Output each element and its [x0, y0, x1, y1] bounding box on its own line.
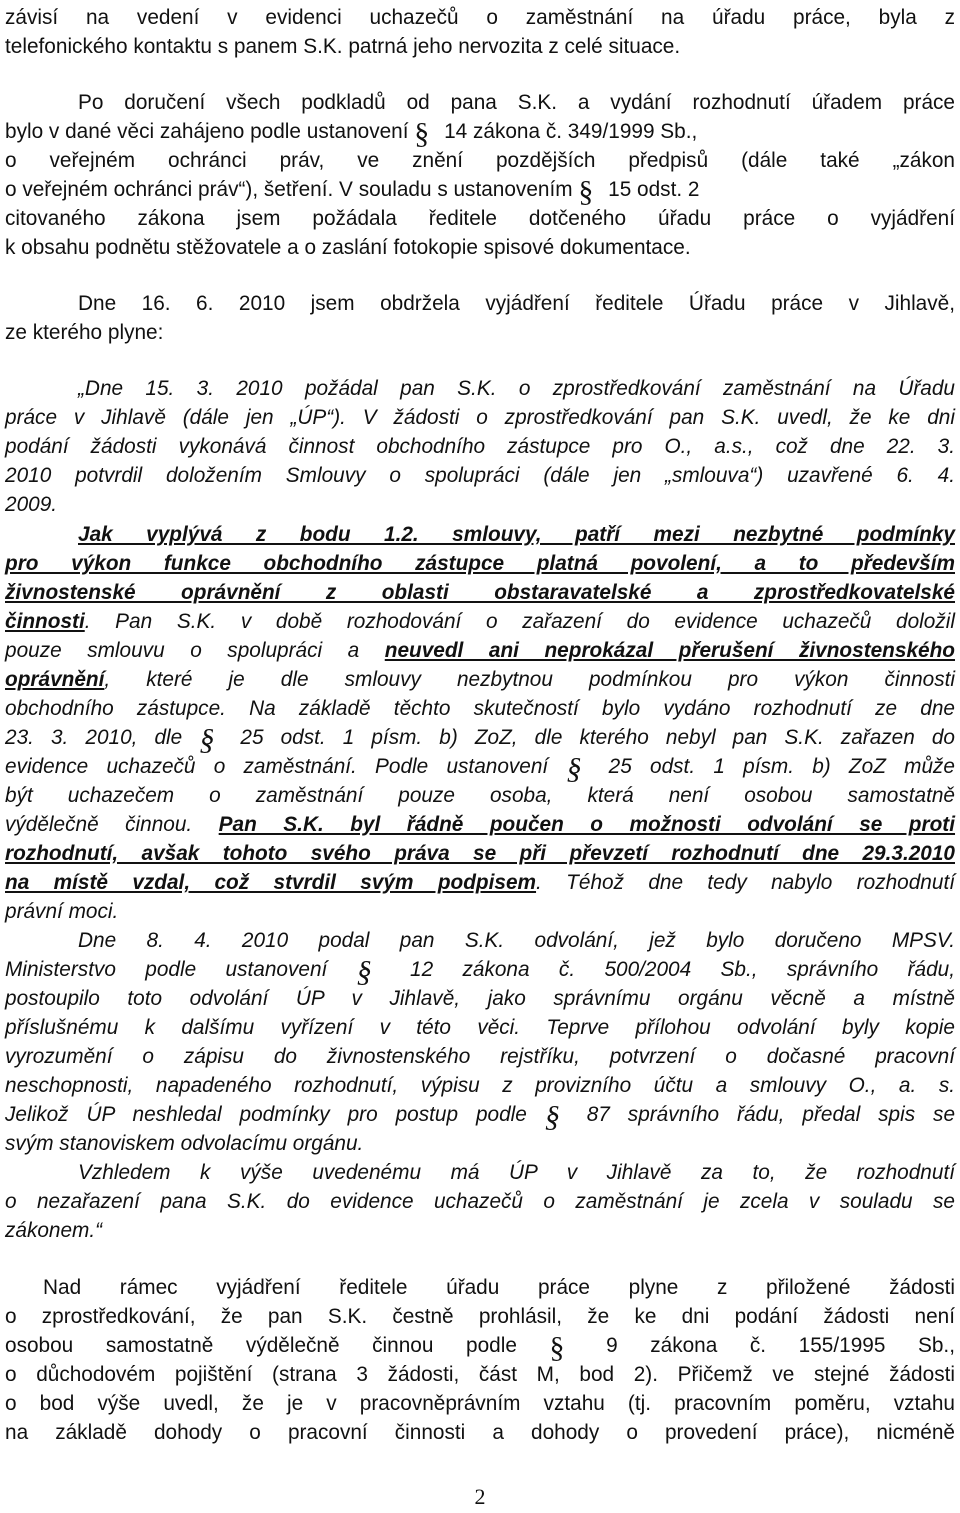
text-segment: práce v Jihlavě (dále jen „ÚP“). V žádosti o zprostředkování pan S.K. uvedl, že ke dni	[5, 406, 955, 429]
text-segment: zákonem.“	[5, 1219, 103, 1242]
text-segment: 9 zákona č. 155/1995 Sb.,	[573, 1334, 955, 1357]
text-segment: postoupilo toto odvolání ÚP v Jihlavě, jako správnímu orgánu věcně a místně	[5, 987, 955, 1010]
text-line	[5, 752, 955, 785]
text-segment: 2009.	[5, 493, 58, 516]
text-line	[5, 204, 955, 233]
text-segment: 87 správního řádu, předal spis se	[568, 1103, 956, 1126]
text-segment: , které je dle smlouvy nezbytnou podmínkou pro výkon činnosti	[104, 668, 955, 691]
text-segment: svým stanoviskem odvolacímu orgánu.	[5, 1132, 364, 1155]
text-segment: být uchazečem o zaměstnání pouze osoba, která není osobou samostatně	[5, 784, 955, 807]
text-segment: Po doručení všech podkladů od pana S.K. a vydání rozhodnutí úřadem práce	[78, 91, 955, 114]
section-sign: §	[414, 117, 430, 150]
text-segment: 23. 3. 2010, dle	[5, 726, 200, 749]
text-line	[5, 636, 955, 665]
text-line	[5, 1331, 955, 1364]
text-segment: 25 odst. 1 písm. b) ZoZ, dle kterého nebyl pan S.K. zařazen do	[223, 726, 955, 749]
text-line	[5, 1013, 955, 1042]
text-line	[5, 955, 955, 988]
text-line	[5, 490, 955, 519]
text-line	[5, 1129, 955, 1158]
text-segment: oprávnění	[5, 668, 105, 691]
text-segment: ze kterého plyne:	[5, 321, 164, 344]
text-segment: 12 zákona č. 500/2004 Sb., správního řádu,	[380, 958, 955, 981]
text-line	[78, 1158, 955, 1187]
text-line	[78, 520, 955, 549]
text-line	[5, 665, 955, 694]
text-line	[5, 984, 955, 1013]
section-sign: §	[549, 1331, 565, 1364]
text-line	[5, 117, 955, 150]
text-line	[5, 146, 955, 175]
text-segment: Dne 16. 6. 2010 jsem obdržela vyjádření ředitele Úřadu práce v Jihlavě,	[78, 292, 955, 315]
text-segment: na místě vzdal, což stvrdil svým podpisem	[5, 871, 537, 894]
text-line	[5, 897, 955, 926]
text-segment: pro výkon funkce obchodního zástupce platná povolení, a to především	[5, 552, 955, 575]
text-segment: . Pan S.K. v době rozhodování o zařazení do evidence uchazečů doložil	[84, 610, 955, 633]
text-line	[5, 1187, 955, 1216]
text-line	[5, 403, 955, 432]
text-line	[43, 1273, 955, 1302]
text-line	[5, 1216, 955, 1245]
text-segment: pouze smlouvu o spolupráci a	[5, 639, 385, 662]
text-line	[5, 1071, 955, 1100]
text-segment: Dne 8. 4. 2010 podal pan S.K. odvolání, jež bylo doručeno MPSV.	[78, 929, 955, 952]
text-segment: rozhodnutí, avšak tohoto svého práva se při převzetí rozhodnutí dne 29.3.2010	[5, 842, 955, 865]
text-segment: o bod výše uvedl, že je v pracovněprávním vztahu (tj. pracovním poměru, vztahu	[5, 1392, 955, 1415]
text-line	[78, 289, 955, 318]
text-line	[5, 1418, 955, 1447]
text-line	[5, 1302, 955, 1331]
text-segment: právní moci.	[5, 900, 119, 923]
text-line	[5, 1042, 955, 1071]
text-line	[5, 723, 955, 756]
text-line	[5, 839, 955, 868]
text-line	[5, 1100, 956, 1133]
section-sign: §	[566, 752, 582, 785]
text-segment: o důchodovém pojištění (strana 3 žádosti, část M, bod 2). Přičemž ve stejné žádosti	[5, 1363, 955, 1386]
text-segment: Jelikož ÚP neshledal podmínky pro postup podle	[5, 1103, 545, 1126]
text-line	[5, 432, 955, 461]
text-segment: vyrozumění o zápisu do živnostenského rejstříku, potvrzení o dočasné pracovní	[5, 1045, 955, 1068]
text-line	[5, 318, 955, 347]
text-line	[5, 32, 955, 61]
text-segment: Pan S.K. byl řádně poučen o možnosti odvolání se proti	[218, 813, 956, 836]
text-line	[5, 549, 955, 578]
text-segment: Jak vyplývá z bodu 1.2. smlouvy, patří mezi nezbytné podmínky	[78, 523, 955, 546]
text-line	[5, 810, 955, 839]
text-segment: o nezařazení pana S.K. do evidence uchazečů o zaměstnání je zcela v souladu se	[5, 1190, 955, 1213]
text-segment: Vzhledem k výše uvedenému má ÚP v Jihlavě za to, že rozhodnutí	[78, 1161, 955, 1184]
text-segment: obchodního zástupce. Na základě těchto skutečností bylo vydáno rozhodnutí ze dne	[5, 697, 955, 720]
text-segment: . Téhož dne tedy nabylo rozhodnutí	[536, 871, 955, 894]
text-segment: živnostenské oprávnění z oblasti obstaravatelské a zprostředkovatelské	[5, 581, 955, 604]
text-segment: Nad rámec vyjádření ředitele úřadu práce plyne z přiložené žádosti	[43, 1276, 955, 1299]
text-segment: činnosti	[5, 610, 85, 633]
section-sign: §	[356, 955, 372, 988]
text-segment: k obsahu podnětu stěžovatele a o zaslání fotokopie spisové dokumentace.	[5, 236, 691, 259]
text-segment: Ministerstvo podle ustanovení	[5, 958, 357, 981]
section-sign: §	[199, 723, 215, 756]
text-line	[5, 781, 955, 810]
text-line	[78, 88, 955, 117]
text-line	[5, 1360, 955, 1389]
text-segment: neschopnosti, napadeného rozhodnutí, výpisu z provizního účtu a smlouvy O., a. s.	[5, 1074, 955, 1097]
text-line	[5, 461, 955, 490]
page-number: 2	[474, 1484, 486, 1509]
text-line	[5, 578, 955, 607]
text-segment: výdělečně činnou.	[5, 813, 219, 836]
text-line	[5, 175, 955, 208]
text-segment: neuvedl ani neprokázal přerušení živnostenského	[384, 639, 955, 662]
text-line	[5, 233, 955, 262]
text-segment: osobou samostatně výdělečně činnou podle	[5, 1334, 550, 1357]
text-segment: podání žádosti vykonává činnost obchodního zástupce pro O., a.s., což dne 22. 3.	[5, 435, 955, 458]
text-segment: o zprostředkování, že pan S.K. čestně prohlásil, že ke dni podání žádosti není	[5, 1305, 955, 1328]
text-segment: závisí na vedení v evidenci uchazečů o zaměstnání na úřadu práce, byla z	[5, 6, 955, 29]
text-segment: o veřejném ochránci práv“), šetření. V souladu s ustanovením	[5, 178, 579, 201]
text-line	[5, 1389, 955, 1418]
text-segment: „Dne 15. 3. 2010 požádal pan S.K. o zprostředkování zaměstnání na Úřadu	[78, 377, 955, 400]
text-segment: 25 odst. 1 písm. b) ZoZ může	[590, 755, 955, 778]
section-sign: §	[544, 1100, 560, 1133]
text-segment: 14 zákona č. 349/1999 Sb.,	[438, 120, 698, 143]
text-line	[5, 607, 955, 636]
text-segment: 15 odst. 2	[602, 178, 700, 201]
text-segment: příslušnému k dalšímu vyřízení v této věci. Teprve přílohou odvolání byly kopie	[5, 1016, 955, 1039]
section-sign: §	[578, 175, 594, 208]
text-segment: na základě dohody o pracovní činnosti a dohody o provedení práce), nicméně	[5, 1421, 955, 1444]
text-line	[78, 926, 955, 955]
text-line	[5, 694, 955, 723]
text-segment: evidence uchazečů o zaměstnání. Podle ustanovení	[5, 755, 567, 778]
text-line	[78, 374, 955, 403]
text-line	[5, 868, 955, 897]
text-segment: o veřejném ochránci práv, ve znění pozdějších předpisů (dále také „zákon	[5, 149, 955, 172]
text-segment: telefonického kontaktu s panem S.K. patrná jeho nervozita z celé situace.	[5, 35, 681, 58]
text-segment: 2010 potvrdil doložením Smlouvy o spolupráci (dále jen „smlouva“) uzavřené 6. 4.	[5, 464, 955, 487]
text-segment: bylo v dané věci zahájeno podle ustanovení	[5, 120, 415, 143]
text-segment: citovaného zákona jsem požádala ředitele dotčeného úřadu práce o vyjádření	[5, 207, 955, 230]
text-line	[5, 3, 955, 32]
